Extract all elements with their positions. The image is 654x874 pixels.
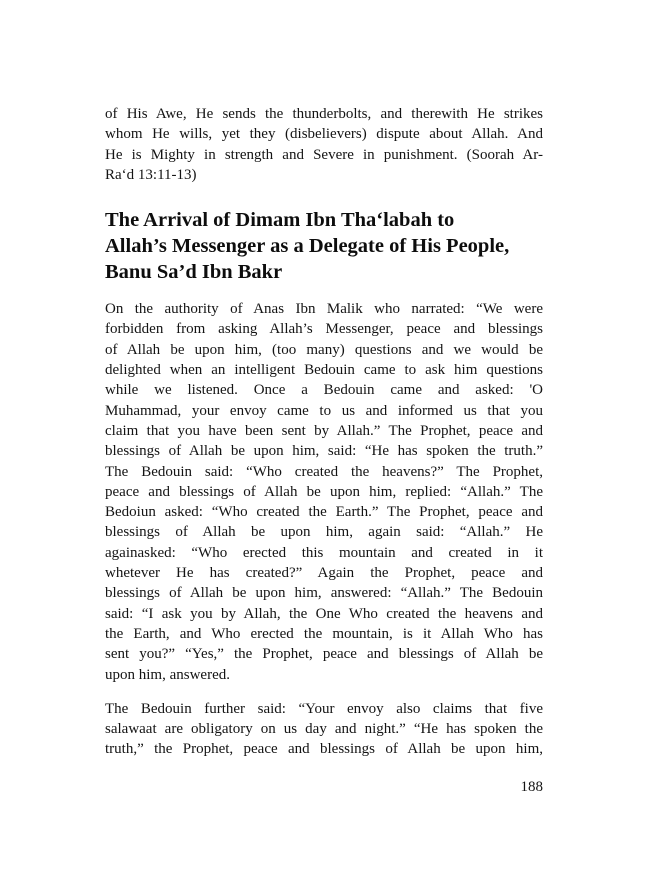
body-paragraph-2 xyxy=(105,699,543,760)
text-line: while we listened. Once a Bedouin came and asked: 'O xyxy=(105,382,543,399)
text-line: whom He wills, yet they (disbelievers) dispute about Allah. And xyxy=(105,126,543,143)
text-line: He is Mighty in strength and Severe in punishment. (Soorah Ar- xyxy=(105,146,543,163)
text-line: delighted when an intelligent Bedouin came to ask him questions xyxy=(105,362,543,379)
text-line: blessings of Allah be upon him, answered: “Allah.” The Bedouin xyxy=(105,585,543,602)
text-line: againasked: “Who erected this mountain and created in it xyxy=(105,544,543,561)
text-line: Muhammad, your envoy came to us and informed us that you xyxy=(105,402,543,419)
text-line: of His Awe, He sends the thunderbolts, and therewith He strikes xyxy=(105,106,543,122)
text-line: Bedoiun asked: “Who created the Earth.” The Prophet, peace and xyxy=(105,504,543,521)
text-line: On the authority of Anas Ibn Malik who narrated: “We were xyxy=(105,301,543,318)
text-line: Banu Sa’d Ibn Bakr xyxy=(105,261,283,284)
text-line: of Allah be upon him, (too many) questions and we would be xyxy=(105,341,543,358)
text-line: The Bedouin further said: “Your envoy also claims that five xyxy=(105,700,543,717)
text-line: The Arrival of Dimam Ibn Tha‘labah to xyxy=(105,209,455,232)
text-line: salawaat are obligatory on us day and night.” “He has spoken the xyxy=(105,721,543,738)
text-line: Allah’s Messenger as a Delegate of His People, xyxy=(105,235,510,258)
text-line: Ra‘d 13:11-13) xyxy=(105,166,197,183)
text-line: forbidden from asking Allah’s Messenger, peace and blessings xyxy=(105,321,543,338)
text-line: the Earth, and Who erected the mountain, is it Allah Who has xyxy=(105,625,543,642)
page-number: 188 xyxy=(520,778,543,795)
text-line: blessings of Allah be upon him, said: “He has spoken the truth.” xyxy=(105,443,543,460)
text-line: upon him, answered. xyxy=(105,666,230,683)
text-line: said: “I ask you by Allah, the One Who created the heavens and xyxy=(105,605,543,622)
intro-paragraph xyxy=(105,0,543,185)
text-line: blessings of Allah be upon him, again said: “Allah.” He xyxy=(105,524,543,541)
text-line: truth,” the Prophet, peace and blessings of Allah be upon him, xyxy=(105,741,543,758)
text-column xyxy=(105,0,543,797)
text-line: sent you?” “Yes,” the Prophet, peace and blessings of Allah be xyxy=(105,646,543,663)
text-line: peace and blessings of Allah be upon him, replied: “Allah.” The xyxy=(105,483,543,500)
text-line: claim that you have been sent by Allah.” The Prophet, peace and xyxy=(105,422,543,439)
text-line: whetever He has created?” Again the Prophet, peace and xyxy=(105,565,543,582)
body-paragraph-1 xyxy=(105,299,543,685)
text-line: The Bedouin said: “Who created the heavens?” The Prophet, xyxy=(105,463,543,480)
section-heading xyxy=(105,207,543,285)
